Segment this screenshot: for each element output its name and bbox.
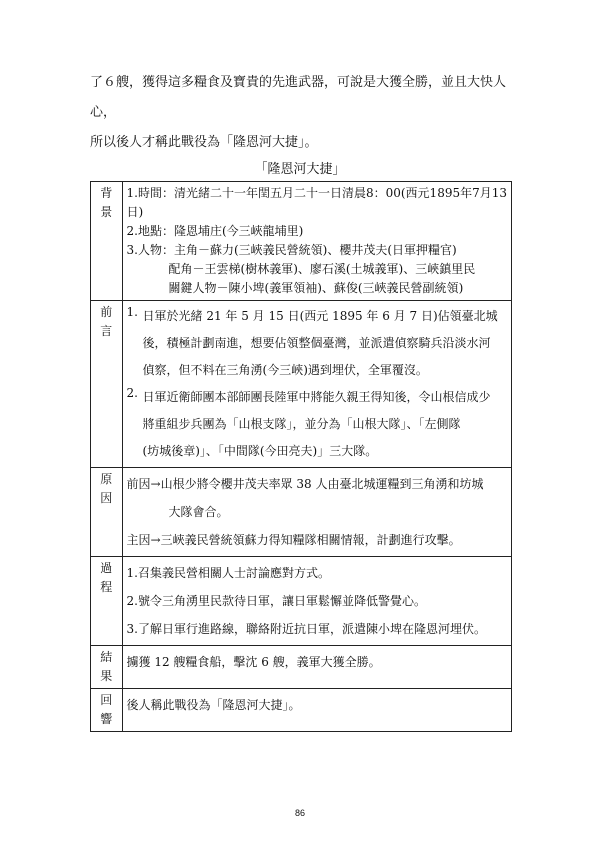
- background-time: 1.時間：清光緒二十一年閏五月二十一日清晨8：00(西元1895年7月13: [126, 186, 507, 200]
- row-body-cause: [122, 468, 511, 557]
- row-head-result: 結果: [91, 646, 123, 689]
- preface-item-2: [127, 384, 507, 465]
- result-text: 擄獲 12 艘糧食船，擊沈 6 艘，義軍大獲全勝。: [126, 655, 381, 669]
- background-place: 2.地點：隆恩埔庄(今三峽龍埔里): [126, 224, 304, 238]
- page-number: 86: [294, 808, 305, 818]
- process-step-2: 2.號令三角湧里民款待日軍，讓日軍鬆懈並降低警覺心。: [126, 594, 426, 608]
- table-row-cause: [91, 468, 512, 557]
- preface-item-2-number: 2.: [126, 386, 138, 400]
- cause-main: 主因→三峽義民營統領蘇力得知糧隊相關情報，計劃進行攻擊。: [126, 533, 461, 547]
- row-body-process: [122, 557, 511, 646]
- row-head-echo: 回響: [91, 689, 123, 732]
- table-row-result: [91, 646, 512, 689]
- background-time-cont: 日): [126, 205, 144, 219]
- preface-item-1-line-3: 偵察，但不料在三角湧(今三峽)遇到埋伏，全軍覆沒。: [142, 363, 428, 377]
- intro-paragraph: [90, 68, 530, 158]
- row-head-preface: 前言: [91, 301, 123, 468]
- table-row-background: [91, 182, 512, 301]
- background-key-people: 關鍵人物－陳小埤(義軍領袖)、蘇俊(三峽義民營副統領): [168, 281, 464, 295]
- background-supporting: 配角－王雲梯(樹林義軍)、廖石溪(土城義軍)、三峽鎮里民: [168, 262, 476, 276]
- row-body-preface: [122, 301, 511, 468]
- row-body-result: [122, 646, 511, 689]
- table-row-preface: [91, 301, 512, 468]
- preface-item-1: [127, 303, 507, 384]
- intro-line-2: 所以後人才稱此戰役為「隆恩河大捷」。: [90, 135, 318, 150]
- row-head-background: 背景: [91, 182, 123, 301]
- preface-item-2-line-3: (坊城後章)」、「中間隊(今田亮夫)」三大隊。: [142, 444, 378, 458]
- process-step-1: 1.召集義民營相關人士討論應對方式。: [126, 566, 330, 580]
- preface-item-1-line-2: 後，積極計劃南進，想要佔領整個臺灣，並派遣偵察騎兵沿淡水河: [142, 336, 491, 350]
- cause-prior-cont: 大隊會合。: [168, 505, 229, 519]
- intro-line-1: 了６艘，獲得這多糧食及寶貴的先進武器，可說是大獲全勝，並且大快人心，: [90, 75, 507, 120]
- background-people: 3.人物：主角－蘇力(三峽義民營統領)、櫻井茂夫(日軍押糧官): [126, 243, 457, 257]
- row-head-cause: 原因: [91, 468, 123, 557]
- table-row-process: [91, 557, 512, 646]
- cause-prior: 前因→山根少將令櫻井茂夫率眾 38 人由臺北城運糧到三角湧和坊城: [126, 477, 484, 491]
- row-body-background: [122, 182, 511, 301]
- preface-item-2-line-1: 日軍近衛師團本部師團長陸軍中將能久親王得知後，令山根信成少: [142, 390, 491, 404]
- preface-item-1-number: 1.: [126, 305, 138, 319]
- row-body-echo: [122, 689, 511, 732]
- table-row-echo: [91, 689, 512, 732]
- echo-text: 後人稱此戰役為「隆恩河大捷」。: [126, 698, 301, 712]
- preface-item-1-line-1: 日軍於光緒 21 年 5 月 15 日(西元 1895 年 6 月 7 日)佔領臺北城: [142, 309, 498, 323]
- preface-item-2-line-2: 將重組步兵團為「山根支隊」，並分為「山根大隊」、「左側隊: [142, 417, 461, 431]
- row-head-process: 過程: [91, 557, 123, 646]
- battle-info-table: [90, 181, 512, 732]
- process-step-3: 3.了解日軍行進路線，聯絡附近抗日軍，派遣陳小埤在隆恩河埋伏。: [126, 622, 486, 636]
- table-title: 「隆恩河大捷」: [254, 162, 346, 177]
